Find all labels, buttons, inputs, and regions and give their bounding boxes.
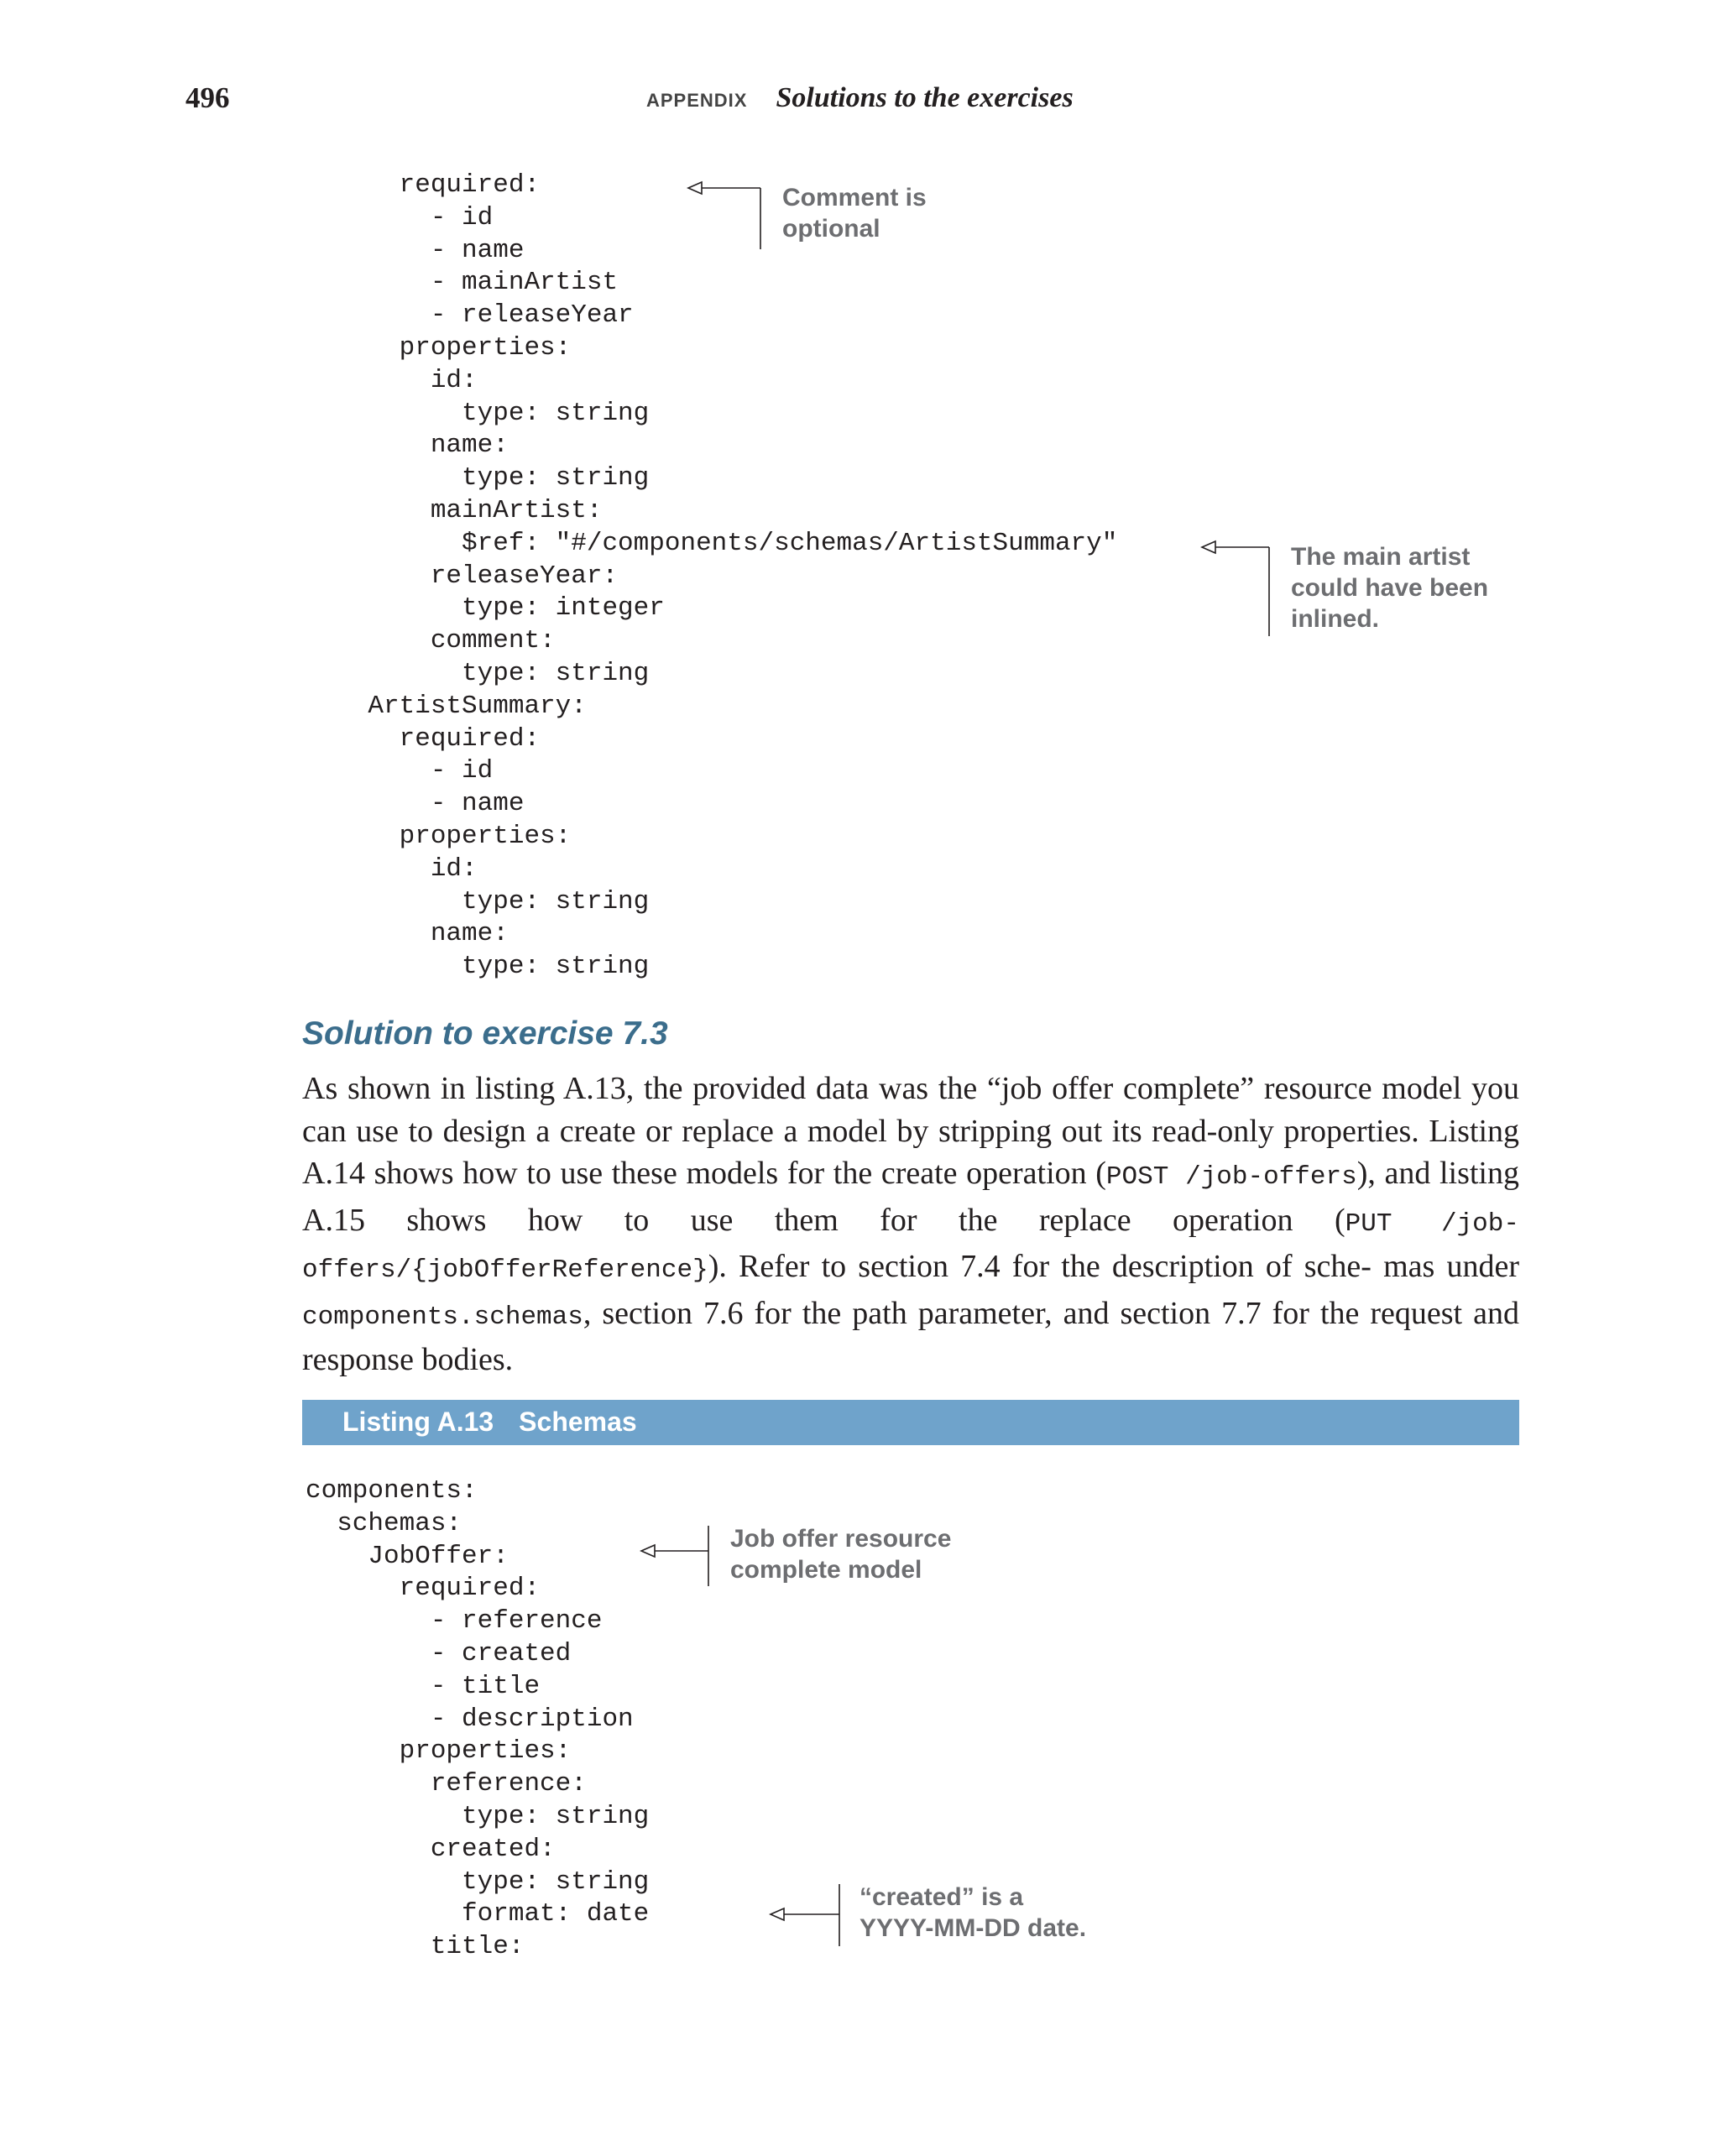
code-line: type: integer: [306, 593, 665, 624]
code-line: - title: [306, 1671, 541, 1701]
annotation-created-date: [860, 1882, 1086, 1944]
code-line: created:: [306, 1834, 556, 1864]
code-line: format: date: [306, 1899, 650, 1929]
code-line: type: string: [306, 1801, 650, 1831]
code-line: id:: [306, 854, 478, 884]
code-line: properties:: [306, 821, 572, 851]
paragraph-text: As shown in listing A.13, the provided data was the “job offer complete” resource model you can use to design a create or replace a model by stripping out its read-only properties. Listing A.14 shows how to use these models for the create operation (: [302, 1071, 1519, 1191]
callout-arrow-comment: [688, 178, 772, 253]
code-line: title:: [306, 1932, 525, 1962]
code-line: comment:: [306, 626, 556, 656]
code-line: type: string: [306, 463, 650, 493]
annotation-line: complete model: [730, 1556, 922, 1584]
code-line: JobOffer:: [306, 1541, 509, 1571]
annotation-line: “created” is a: [860, 1883, 1024, 1911]
code-line: - mainArtist: [306, 268, 619, 298]
listing-title-bar: [302, 1400, 1519, 1445]
code-line: name:: [306, 919, 509, 949]
code-line: type: string: [306, 952, 650, 982]
code-line: type: string: [306, 1866, 650, 1897]
code-line: - id: [306, 756, 494, 786]
code-line: - reference: [306, 1606, 603, 1637]
code-line: properties:: [306, 1736, 572, 1767]
code-line: reference:: [306, 1769, 587, 1799]
code-line: type: string: [306, 398, 650, 428]
code-line: mainArtist:: [306, 495, 603, 525]
running-header: [646, 82, 1074, 114]
chapter-title: Solutions to the exercises: [776, 82, 1074, 113]
code-block-job-offer-schema: [306, 1475, 649, 1964]
appendix-label: APPENDIX: [646, 90, 748, 111]
code-line: ArtistSummary:: [306, 691, 587, 721]
code-line: releaseYear:: [306, 561, 619, 591]
annotation-comment-optional: [782, 182, 927, 244]
paragraph-text: ), and listing A.15 shows how to use them for the replace operation (: [302, 1156, 1519, 1238]
page-number: 496: [185, 81, 230, 114]
code-line: required:: [306, 170, 541, 200]
code-line: id:: [306, 365, 478, 395]
section-heading: Solution to exercise 7.3: [302, 1015, 668, 1052]
paragraph-text: ). Refer to section 7.4 for the description of sche- mas under: [708, 1249, 1519, 1284]
code-line: name:: [306, 431, 509, 461]
inline-code: POST /job-offers: [1105, 1162, 1357, 1192]
callout-arrow-job-offer: [641, 1526, 717, 1593]
section-paragraph: [302, 1068, 1519, 1381]
annotation-job-offer: [730, 1523, 951, 1585]
code-line: properties:: [306, 332, 572, 363]
code-line: - releaseYear: [306, 300, 634, 331]
annotation-main-artist: [1291, 541, 1488, 634]
code-line: type: string: [306, 658, 650, 688]
callout-arrow-main-artist: [1202, 537, 1277, 638]
code-line: - id: [306, 202, 494, 232]
annotation-line: The main artist: [1291, 543, 1471, 571]
listing-title: [342, 1407, 637, 1438]
annotation-line: inlined.: [1291, 605, 1379, 633]
callout-arrow-created: [771, 1884, 846, 1951]
code-line: - name: [306, 235, 525, 265]
annotation-line: could have been: [1291, 574, 1489, 602]
code-line: $ref: "#/components/schemas/ArtistSummary": [306, 528, 1118, 558]
code-line: components:: [306, 1476, 478, 1506]
listing-name: Schemas: [519, 1407, 637, 1437]
annotation-line: YYYY-MM-DD date.: [860, 1914, 1087, 1942]
code-line: - name: [306, 789, 525, 819]
annotation-line: Comment is: [782, 184, 927, 211]
listing-label: Listing A.13: [342, 1407, 494, 1437]
code-line: schemas:: [306, 1508, 462, 1538]
code-block-artist-schema: [306, 170, 1117, 984]
annotation-line: Job offer resource: [730, 1525, 952, 1553]
code-line: required:: [306, 723, 541, 754]
inline-code: PUT /job-offers/{jobOfferReference}: [302, 1209, 1519, 1285]
annotation-line: optional: [782, 215, 880, 243]
code-line: - created: [306, 1638, 572, 1668]
code-line: required:: [306, 1574, 541, 1604]
inline-code: components.schemas: [302, 1302, 583, 1332]
code-line: - description: [306, 1704, 634, 1734]
code-line: type: string: [306, 886, 650, 916]
paragraph-text: , section 7.6 for the path parameter, and section 7.7 for the request and response bodies.: [302, 1295, 1519, 1377]
